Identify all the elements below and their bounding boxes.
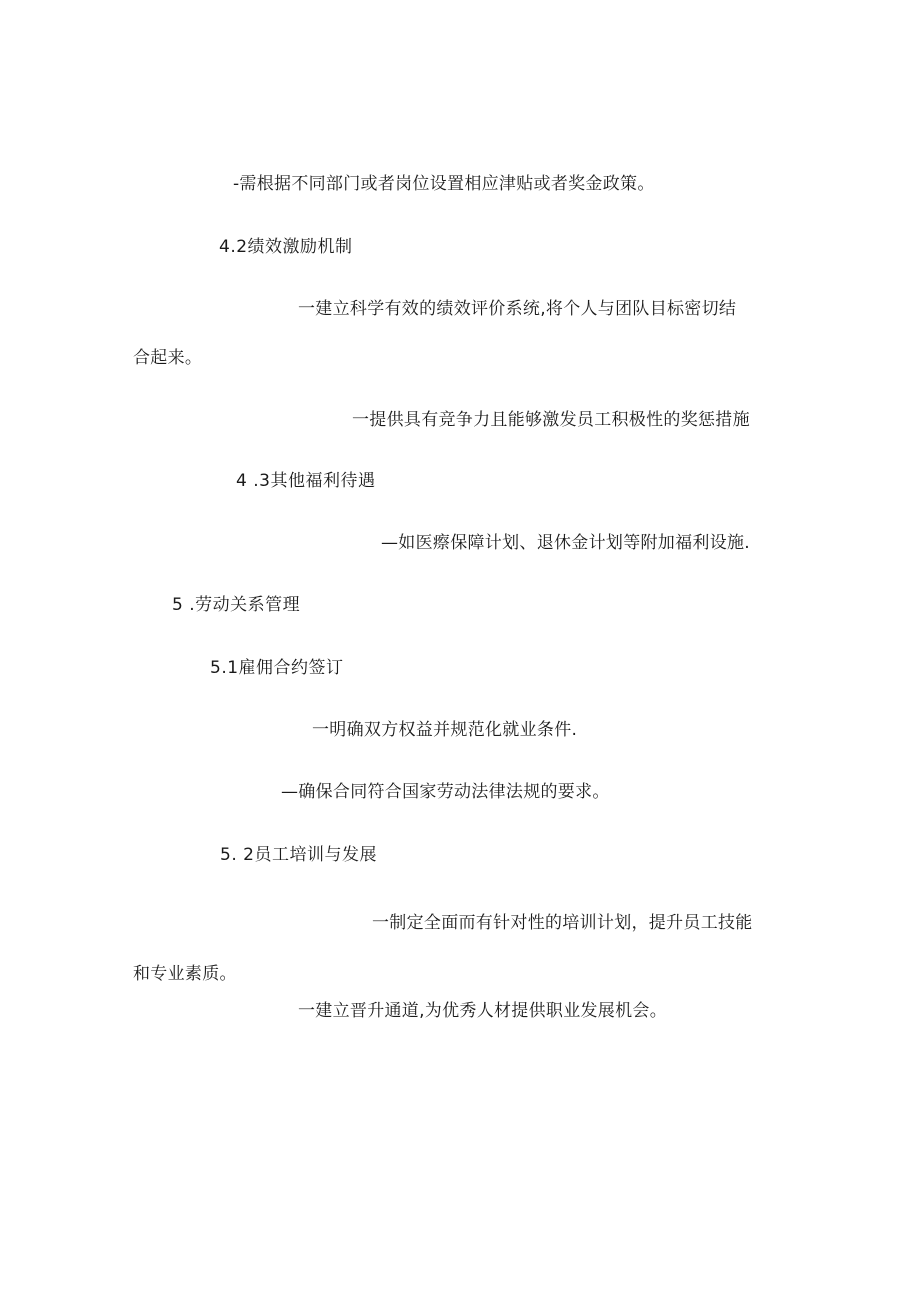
bullet-performance-evaluation: 一建立科学有效的绩效评价系统,将个人与团队目标密切结 xyxy=(298,299,737,319)
section-heading-5: 5 .劳动关系管理 xyxy=(172,595,301,615)
bullet-promotion-channel: 一建立晋升通道,为优秀人材提供职业发展机会。 xyxy=(298,1001,668,1021)
bullet-labor-law-compliance: —确保合同符合国家劳动法律法规的要求。 xyxy=(281,782,610,802)
section-heading-4-3: 4 .3其他福利待遇 xyxy=(236,471,376,491)
bullet-incentive-measures: 一提供具有竞争力且能够激发员工积极性的奖惩措施 xyxy=(352,410,750,430)
bullet-employment-conditions: 一明确双方权益并规范化就业条件. xyxy=(312,720,578,740)
section-heading-5-2: 5. 2员工培训与发展 xyxy=(220,845,377,865)
bullet-welfare-facilities: —如医瘵保障计划、退休金计划等附加福利设施. xyxy=(381,533,751,553)
bullet-training-plan: 一制定全面而有针对性的培训计划，提升员工技能 xyxy=(372,913,753,933)
bullet-performance-evaluation-cont: 合起来。 xyxy=(133,348,203,368)
section-heading-4-2: 4.2绩效激励机制 xyxy=(219,237,353,257)
bullet-training-plan-cont: 和专业素质。 xyxy=(133,964,237,984)
section-heading-5-1: 5.1雇佣合约签订 xyxy=(210,658,344,678)
bullet-allowance-policy: -需根据不同部门或者岗位设置相应津贴或者奖金政策。 xyxy=(233,174,655,194)
